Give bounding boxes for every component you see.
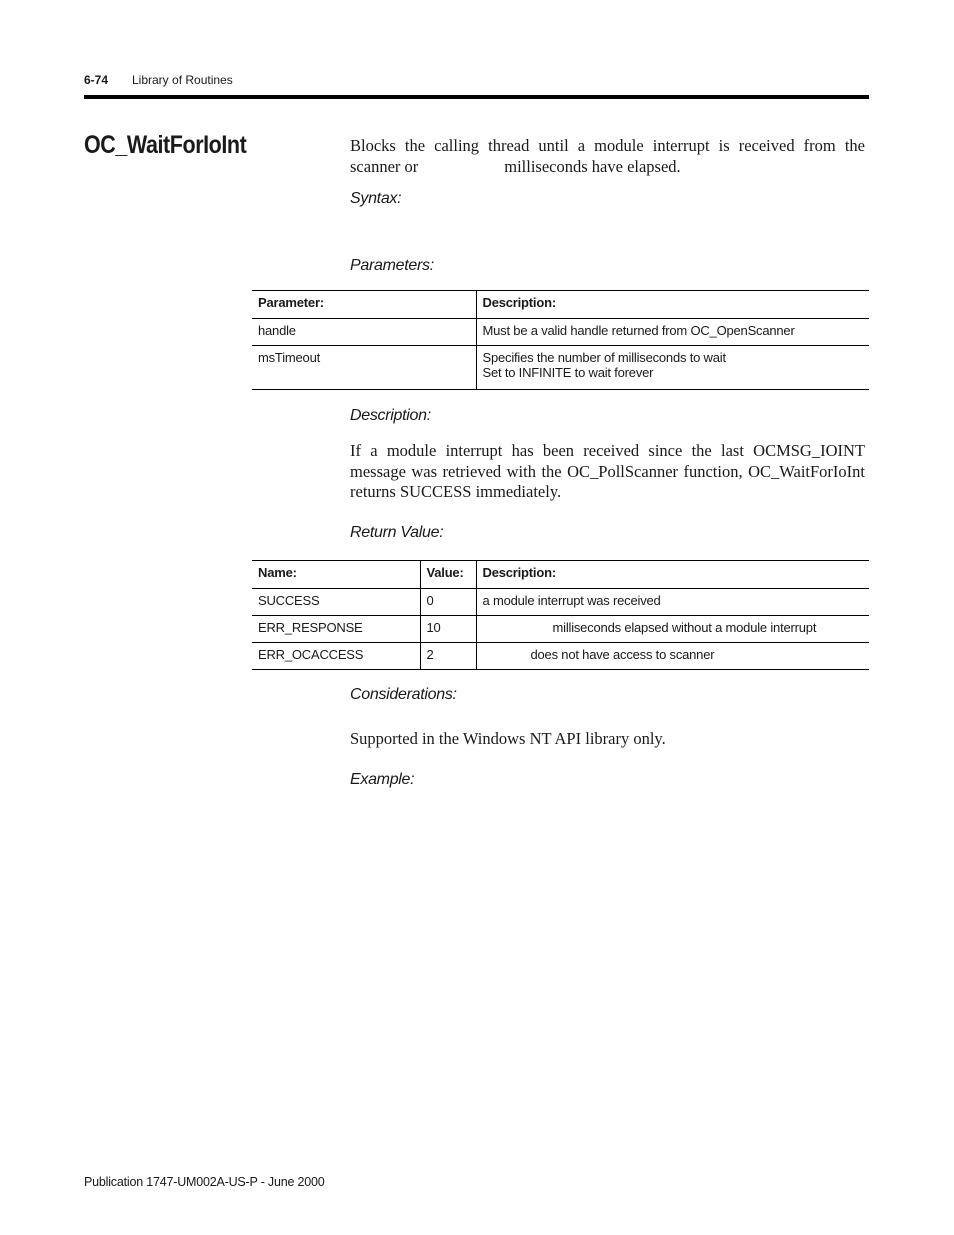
intro-line-2a: scanner or	[350, 156, 419, 176]
considerations-paragraph: Supported in the Windows NT API library only.	[350, 729, 666, 748]
table-row	[252, 346, 869, 390]
table-row	[252, 319, 869, 346]
return-value: 0	[420, 589, 476, 616]
return-name: ERR_OCACCESS	[252, 643, 420, 670]
param-description: Must be a valid handle returned from OC_OpenScanner	[476, 319, 869, 346]
param-description-line: Set to INFINITE to wait forever	[482, 365, 654, 380]
table-row	[252, 616, 869, 643]
considerations-heading: Considerations:	[350, 686, 457, 703]
return-name: SUCCESS	[252, 589, 420, 616]
return-value: 2	[420, 643, 476, 670]
param-description-line: Specifies the number of milliseconds to wait	[482, 350, 726, 365]
page-number: 6-74	[84, 73, 109, 87]
column-header: Description:	[476, 561, 869, 589]
syntax-heading: Syntax:	[350, 190, 402, 207]
intro-line-2b: milliseconds have elapsed.	[504, 156, 681, 176]
example-heading: Example:	[350, 771, 415, 788]
return-name: ERR_RESPONSE	[252, 616, 420, 643]
intro-paragraph	[350, 136, 865, 177]
column-header: Description:	[476, 291, 869, 319]
table-row	[252, 643, 869, 670]
return-description: a module interrupt was received	[476, 589, 869, 616]
param-name: msTimeout	[252, 346, 476, 390]
return-value-table	[252, 560, 869, 670]
table-header-row	[252, 291, 869, 319]
page-footer: Publication 1747-UM002A-US-P - June 2000	[84, 1175, 325, 1189]
parameters-heading: Parameters:	[350, 257, 434, 274]
column-header: Parameter:	[252, 291, 476, 319]
page-title: OC_WaitForIoInt	[84, 131, 247, 159]
section-title: Library of Routines	[132, 73, 233, 87]
return-value-heading: Return Value:	[350, 524, 444, 541]
description-heading: Description:	[350, 407, 431, 424]
table-row	[252, 589, 869, 616]
column-header: Value:	[420, 561, 476, 589]
header-rule	[84, 95, 869, 99]
page-header	[84, 73, 233, 87]
param-name: handle	[252, 319, 476, 346]
table-header-row	[252, 561, 869, 589]
description-paragraph: If a module interrupt has been received since the last OCMSG_IOINT message was retrieved with the OC_PollScanner function, OC_WaitForIoInt returns SUCCESS immediately.	[350, 441, 865, 501]
return-description: does not have access to scanner	[476, 643, 869, 670]
return-description: milliseconds elapsed without a module interrupt	[476, 616, 869, 643]
column-header: Name:	[252, 561, 420, 589]
return-value: 10	[420, 616, 476, 643]
param-description	[476, 346, 869, 390]
parameters-table	[252, 290, 869, 390]
intro-line-1: Blocks the calling thread until a module interrupt is received from the	[350, 136, 865, 155]
